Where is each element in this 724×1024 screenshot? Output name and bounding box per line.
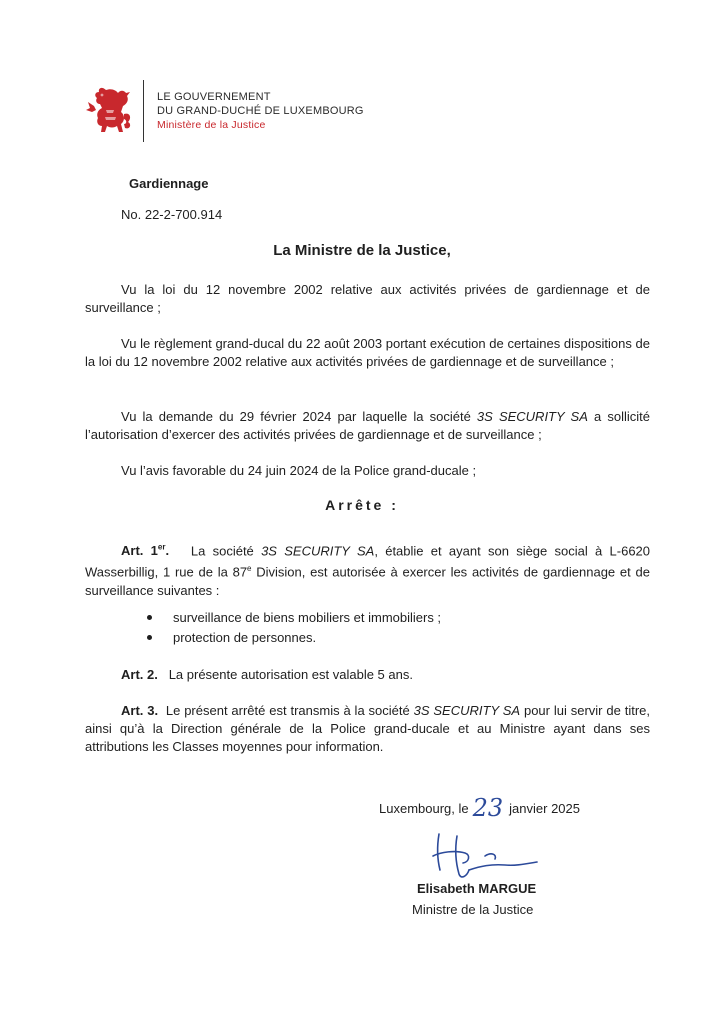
- bullet-icon: [147, 635, 152, 640]
- considerant-4: Vu l’avis favorable du 24 juin 2024 de la Police grand-ducale ;: [121, 463, 477, 478]
- ministry-line: Ministère de la Justice: [157, 119, 266, 131]
- signatory-name: Elisabeth MARGUE: [417, 881, 537, 896]
- reference-number: No. 22-2-700.914: [121, 207, 223, 222]
- lion-emblem-icon: [86, 84, 134, 136]
- company-name: 3S SECURITY SA: [261, 543, 375, 559]
- considerant-2: Vu le règlement grand-ducal du 22 août 2003 portant exécution de certaines dispositions de la loi du 12 novembre 2002 relative aux activités privées de gardiennage et de surveillance ;: [85, 336, 650, 369]
- article-2: Art. 2. La présente autorisation est valable 5 ans.: [121, 667, 413, 682]
- signature-mark: [425, 826, 545, 886]
- list-item: protection de personnes.: [147, 628, 441, 648]
- considerant-3: Vu la demande du 29 février 2024 par laquelle la société 3S SECURITY SA a sollicité l’autorisation d’exercer des activités privées de gardiennage et de surveillance ;: [85, 409, 650, 442]
- company-name: 3S SECURITY SA: [413, 703, 521, 718]
- activities-list: [147, 608, 441, 648]
- document-title: La Ministre de la Justice,: [273, 242, 451, 259]
- considerant-1: Vu la loi du 12 novembre 2002 relative aux activités privées de gardiennage et de surveillance ;: [85, 282, 650, 315]
- place-and-date: Luxembourg, le 23 janvier 2025: [379, 794, 580, 822]
- article-1-label: Art. 1er.: [121, 543, 170, 559]
- subject: Gardiennage: [129, 176, 209, 191]
- government-line: LE GOUVERNEMENT: [157, 91, 271, 103]
- bullet-icon: [147, 615, 152, 620]
- arrete-heading: Arrête :: [325, 497, 399, 513]
- signatory-title: Ministre de la Justice: [412, 902, 534, 917]
- list-item: surveillance de biens mobiliers et immobiliers ;: [147, 608, 441, 628]
- grand-duchy-line: DU GRAND-DUCHÉ DE LUXEMBOURG: [157, 105, 364, 117]
- company-name: 3S SECURITY SA: [476, 409, 588, 424]
- article-3-label: Art. 3.: [121, 703, 159, 718]
- article-1: Art. 1er. La société 3S SECURITY SA, établie et ayant son siège social à L-6620 Wasserbillig, 1 rue de la 87e Division, est autorisée à exercer les activités de gardiennage et de surveillance suivantes :: [85, 543, 651, 598]
- article-3: Art. 3. Le présent arrêté est transmis à la société 3S SECURITY SA pour lui servir de titre, ainsi qu’à la Direction générale de la Police grand-ducale et au Ministre ayant dans ses attributions les Classes moyennes pour information.: [85, 703, 650, 754]
- article-2-label: Art. 2.: [121, 667, 158, 682]
- handwritten-day: 23: [472, 794, 504, 822]
- header-divider: [143, 80, 144, 142]
